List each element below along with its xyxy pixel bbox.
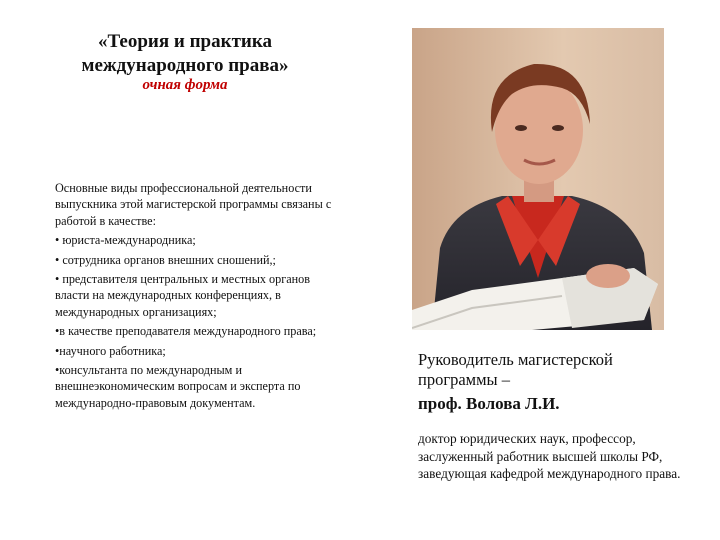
- portrait-photo: [412, 28, 664, 330]
- career-intro: Основные виды профессиональной деятельности выпускника этой магистерской программы связаны с работой в качестве:: [55, 181, 332, 228]
- eye-right: [552, 125, 564, 131]
- career-item: • сотрудника органов внешних сношений,;: [55, 252, 276, 267]
- career-item: •консультанта по международным и внешнеэкономическим вопросам и эксперта по международно-правовым документам.: [55, 363, 301, 410]
- eye-left: [515, 125, 527, 131]
- program-head-name: проф. Волова Л.И.: [418, 394, 560, 413]
- study-form: очная форма: [142, 77, 228, 93]
- program-title-line-2: международного права»: [81, 55, 289, 76]
- career-item: •научного работника;: [55, 343, 166, 358]
- program-title-line-1: «Теория и практика: [97, 31, 273, 52]
- program-title: [40, 30, 330, 78]
- career-item: • юриста-международника;: [55, 233, 196, 248]
- career-description: [55, 180, 345, 414]
- program-head-role: Руководитель магистерской программы –: [418, 350, 613, 389]
- career-item: • представителя центральных и местных органов власти на международных конференциях, в международных организациях;: [55, 272, 310, 319]
- hand-shape: [586, 264, 630, 288]
- portrait-illustration: [412, 28, 664, 330]
- program-head-bio: доктор юридических наук, профессор, заслуженный работник высшей школы РФ, заведующая кафедрой международного права.: [418, 431, 681, 481]
- career-item: •в качестве преподавателя международного права;: [55, 324, 317, 339]
